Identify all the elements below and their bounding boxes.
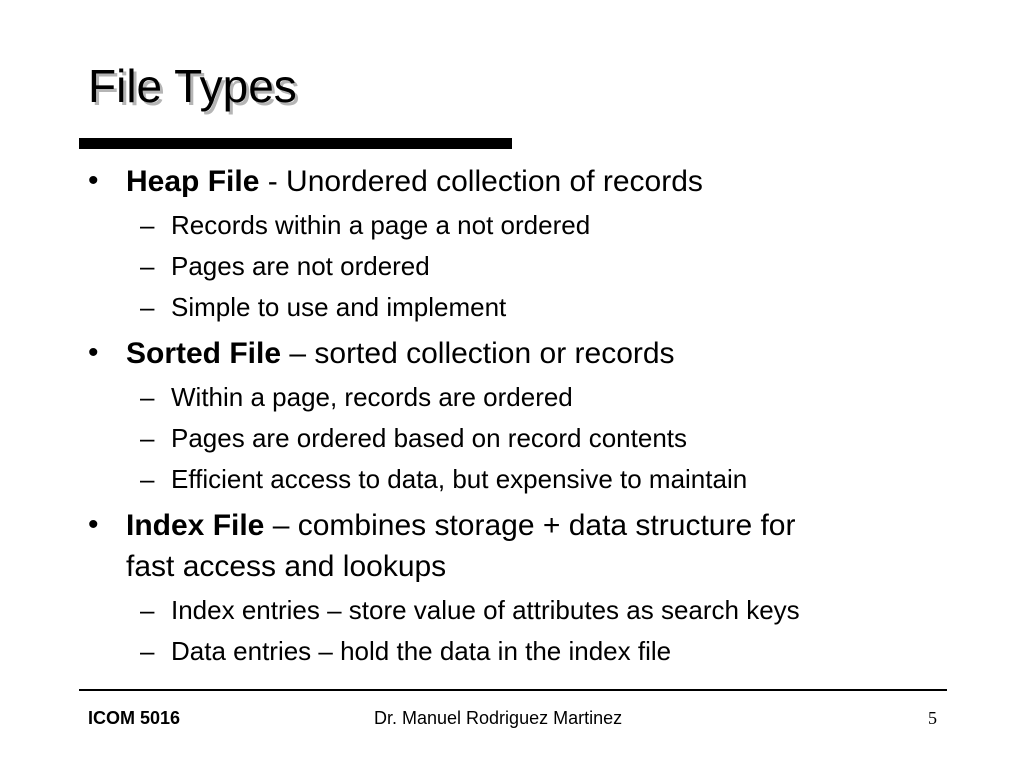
sub-bullet-marker: – [140, 423, 155, 453]
sub-bullet: Simple to use and implement [171, 292, 507, 322]
bullet-description: – sorted collection or records [281, 337, 675, 370]
footer-page-number: 5 [928, 708, 937, 728]
footer-divider [79, 689, 947, 691]
sub-bullet-marker: – [140, 210, 155, 240]
sub-bullet: Records within a page a not ordered [171, 210, 591, 240]
bullet-index-file [126, 505, 926, 587]
sub-bullet: Data entries – hold the data in the index file [171, 636, 672, 666]
sub-bullet-marker: – [140, 595, 155, 625]
sub-bullet-marker: – [140, 382, 155, 412]
bullet-description: – combines storage + data structure for [264, 509, 796, 542]
sub-bullet-marker: – [140, 292, 155, 322]
sub-bullet-marker: – [140, 464, 155, 494]
sub-bullet: Pages are ordered based on record contents [171, 423, 688, 453]
bullet-marker: • [88, 508, 99, 541]
sub-bullet: Within a page, records are ordered [171, 382, 573, 412]
bullet-description: - Unordered collection of records [259, 165, 703, 198]
bullet-sorted-file [126, 333, 926, 374]
bullet-term: Index File [126, 509, 265, 542]
slide-title: File Types [88, 60, 297, 112]
footer-course: ICOM 5016 [88, 708, 181, 728]
sub-bullet-marker: – [140, 636, 155, 666]
bullet-term: Heap File [126, 165, 260, 198]
sub-bullet: Efficient access to data, but expensive to maintain [171, 464, 748, 494]
title-underline [79, 138, 512, 149]
footer-author: Dr. Manuel Rodriguez Martinez [374, 708, 623, 728]
bullet-term: Sorted File [126, 337, 282, 370]
bullet-marker: • [88, 336, 99, 369]
bullet-heap-file [126, 161, 926, 202]
sub-bullet: Pages are not ordered [171, 251, 430, 281]
bullet-description-continued: fast access and lookups [126, 550, 447, 583]
sub-bullet: Index entries – store value of attributes as search keys [171, 595, 800, 625]
bullet-marker: • [88, 164, 99, 197]
sub-bullet-marker: – [140, 251, 155, 281]
